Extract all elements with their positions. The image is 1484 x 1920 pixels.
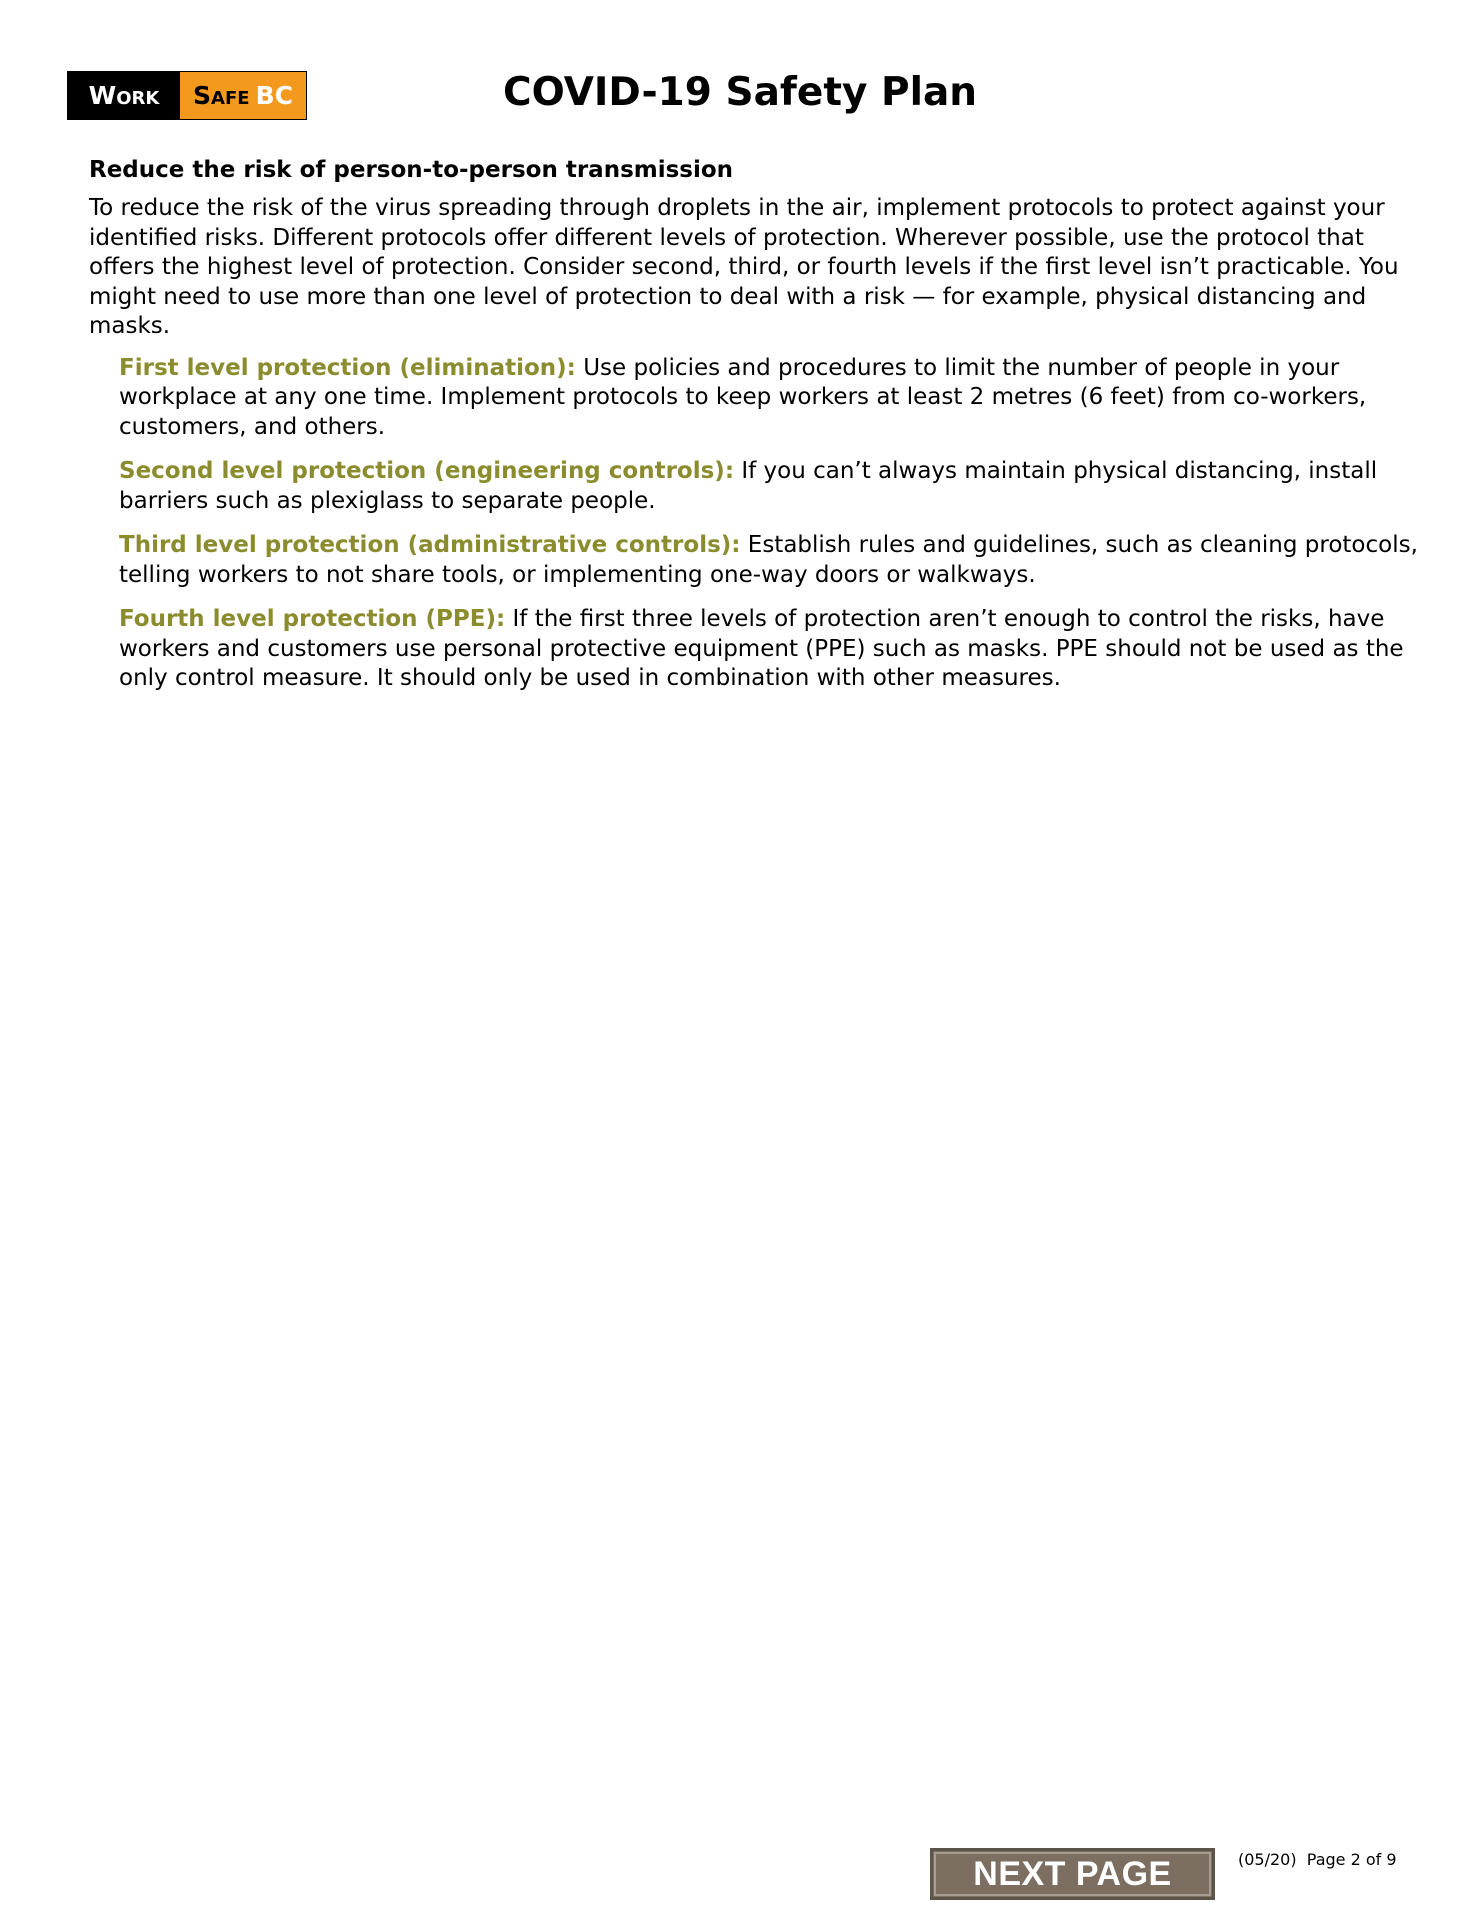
- logo-bc-text: BC: [255, 81, 293, 110]
- level-second-text: If you can’t always maintain physical distancing, install barriers such as plexiglass to separate people.: [119, 458, 1378, 514]
- page-number-info: (05/20) Page 2 of 9: [1238, 1850, 1397, 1869]
- level-third: [119, 531, 1419, 590]
- level-first-label: First level protection (elimination):: [119, 354, 576, 381]
- logo-safe-text: Safe: [193, 81, 250, 110]
- next-page-button[interactable]: NEXT PAGE: [930, 1848, 1215, 1900]
- worksafebc-logo: [67, 71, 307, 120]
- level-fourth: [119, 605, 1419, 694]
- page-title: COVID-19 Safety Plan: [502, 70, 978, 115]
- intro-paragraph: To reduce the risk of the virus spreading through droplets in the air, implement protocols to protect against your identified risks. Different protocols offer different levels of protection. Wherever possible, use the protocol that offers the highest level of protection. Consider second, third, or fourth levels if the first level isn’t practicable. You might need to use more than one level of protection to deal with a risk — for example, physical distancing and masks.: [89, 195, 1399, 339]
- level-second-label: Second level protection (engineering controls):: [119, 458, 735, 484]
- main-content: [89, 155, 1419, 709]
- level-first-text: Use policies and procedures to limit the number of people in your workplace at any one time. Implement protocols to keep workers at least 2 metres (6 feet) from co-workers, customers, and others.: [119, 354, 1367, 440]
- level-third-label: Third level protection (administrative controls):: [119, 532, 741, 558]
- level-fourth-label: Fourth level protection (PPE):: [119, 606, 506, 632]
- level-fourth-text: If the first three levels of protection aren’t enough to control the risks, have workers and customers use personal protective equipment (PPE) such as masks. PPE should not be used as the only control measure. It should only be used in combination with other measures.: [119, 606, 1404, 691]
- level-third-text: Establish rules and guidelines, such as cleaning protocols, telling workers to not share tools, or implementing one-way doors or walkways.: [119, 532, 1418, 588]
- logo-safe-block: [180, 72, 306, 119]
- level-second: [119, 457, 1419, 516]
- logo-work-text: Work: [68, 72, 180, 119]
- section-heading: Reduce the risk of person-to-person transmission: [89, 157, 734, 183]
- level-first: [119, 354, 1419, 443]
